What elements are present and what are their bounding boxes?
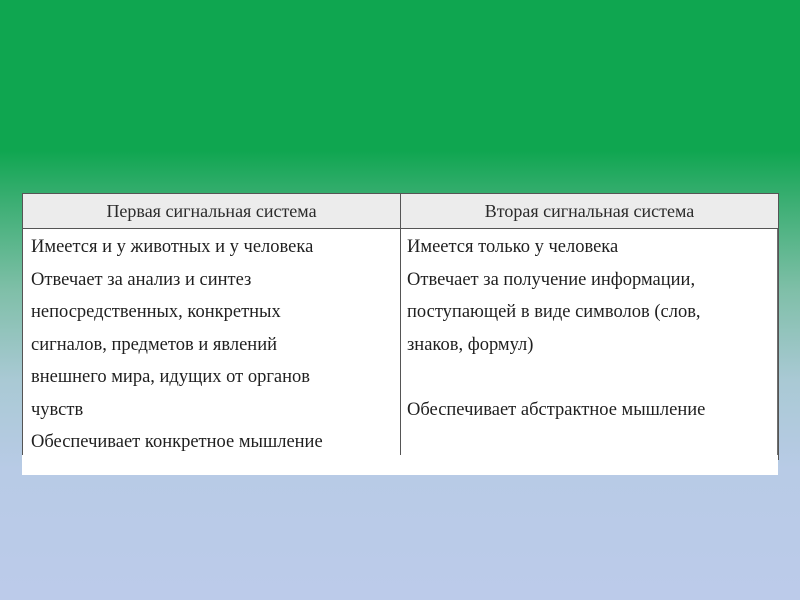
table-row xyxy=(23,229,779,460)
cell-line: Обеспечивает конкретное мышление xyxy=(31,432,323,452)
header-first-signal-system: Первая сигнальная система xyxy=(23,194,401,229)
header-row xyxy=(23,194,779,229)
cell-line: Отвечает за получение информации, xyxy=(407,269,696,290)
cell-line: внешнего мира, идущих от органов xyxy=(31,367,311,387)
cell-line: сигналов, предметов и явлений xyxy=(31,334,278,355)
table-bottom-band xyxy=(22,455,778,475)
cell-line: знаков, формул) xyxy=(407,334,534,355)
second-system-cell xyxy=(401,229,779,460)
comparison-table xyxy=(22,193,778,475)
cell-line: чувств xyxy=(31,399,84,420)
header-second-signal-system: Вторая сигнальная система xyxy=(401,194,779,229)
cell-line: Отвечает за анализ и синтез xyxy=(31,269,252,290)
blank-line xyxy=(407,361,774,394)
cell-line: непосредственных, конкретных xyxy=(31,302,281,322)
cell-line: Имеется только у человека xyxy=(407,237,619,257)
cell-line: Обеспечивает абстрактное мышление xyxy=(407,399,706,420)
first-system-cell xyxy=(23,229,401,460)
cell-line: поступающей в виде символов (слов, xyxy=(407,302,701,322)
cell-line: Имеется и у животных и у человека xyxy=(31,237,314,257)
signal-systems-table xyxy=(22,193,779,460)
